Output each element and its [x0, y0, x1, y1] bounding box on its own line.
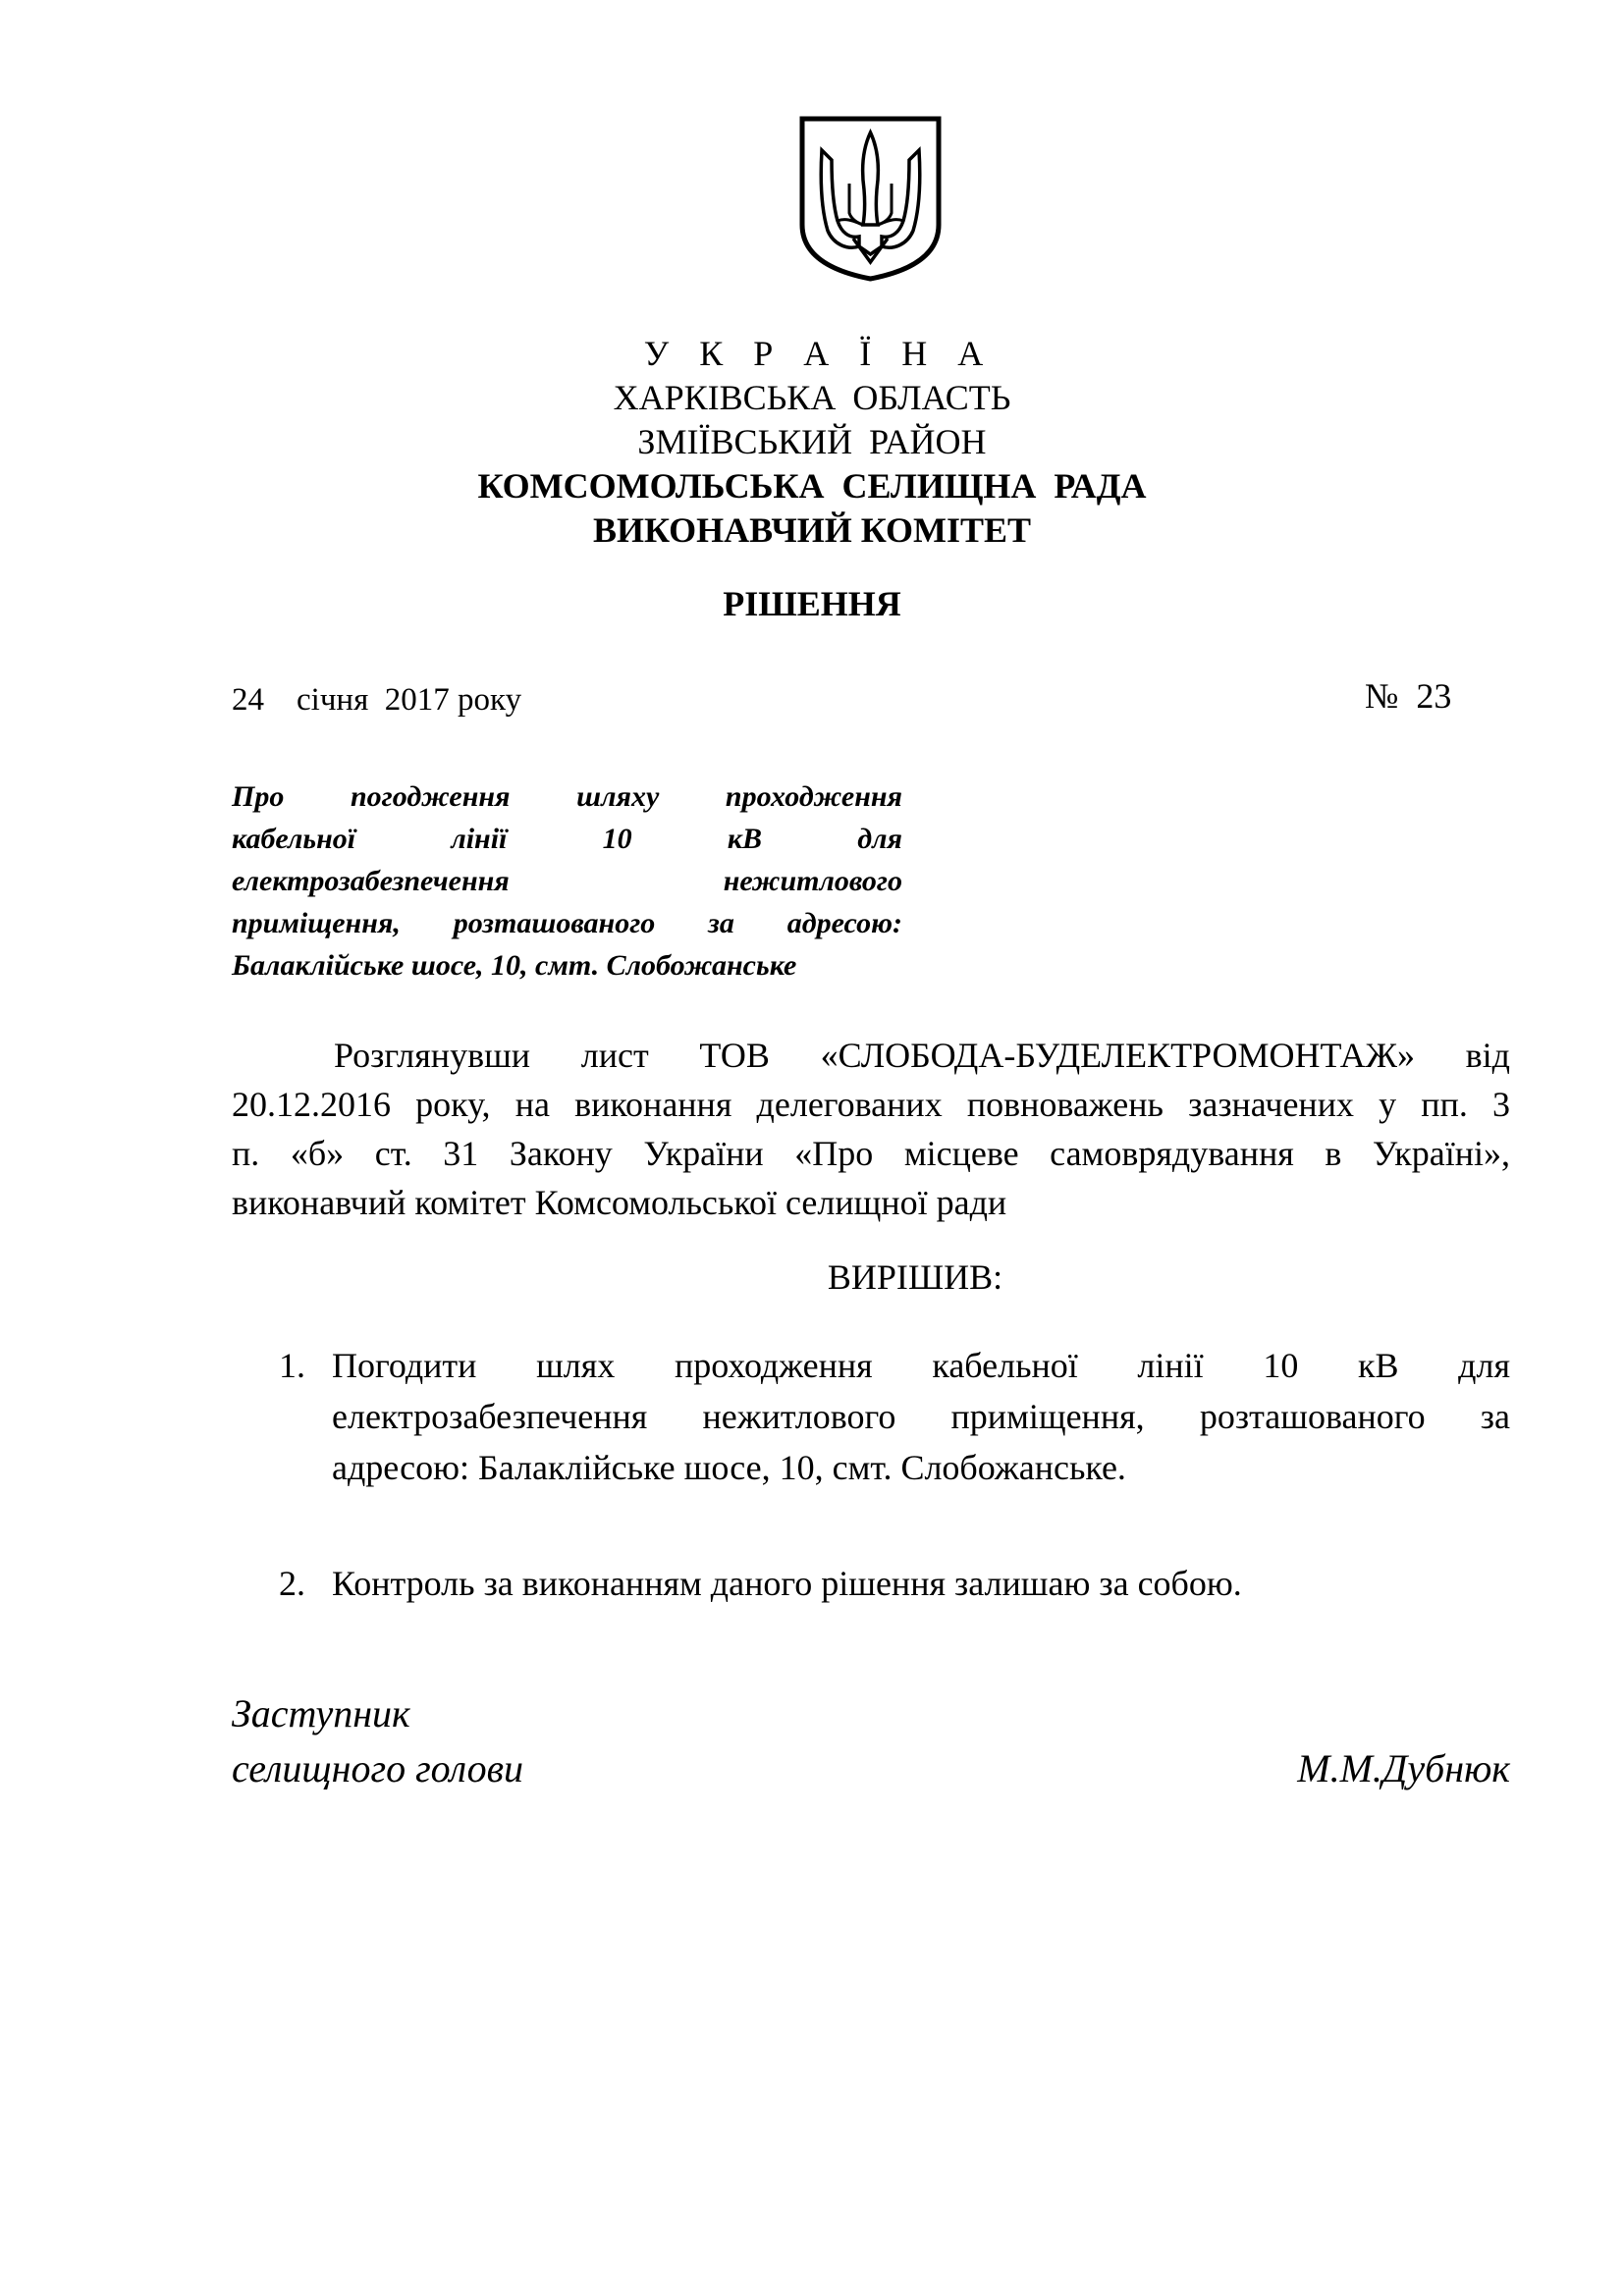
item-line: електрозабезпечення нежитлового приміщення, розташованого за: [332, 1397, 1510, 1436]
trident-emblem-icon: [798, 115, 943, 282]
preamble-paragraph: [232, 1031, 1510, 1227]
header-region: ХАРКІВСЬКА ОБЛАСТЬ: [613, 378, 1011, 417]
preamble-line: п. «б» ст. 31 Закону України «Про місцеве самоврядування в Україні»,: [232, 1134, 1510, 1173]
header-council: КОМСОМОЛЬСЬКА СЕЛИЩНА РАДА: [477, 466, 1147, 506]
document-type: РІШЕННЯ: [723, 584, 901, 623]
decision-subject: [232, 775, 902, 987]
subject-line: електрозабезпечення нежитлового: [232, 865, 902, 897]
item-number: 2.: [279, 1564, 305, 1603]
subject-line: приміщення, розташованого за адресою:: [232, 907, 902, 939]
coat-of-arms-icon: [798, 115, 943, 282]
preamble-line: Розглянувши лист ТОВ «СЛОБОДА-БУДЕЛЕКТРОМОНТАЖ» від: [334, 1036, 1510, 1075]
header-district: ЗМІЇВСЬКИЙ РАЙОН: [637, 422, 987, 461]
preamble-line: виконавчий комітет Комсомольської селищної ради: [232, 1183, 1007, 1222]
signatory-name: М.М.Дубнюк: [1297, 1746, 1510, 1790]
subject-line: Балаклійське шосе, 10, смт. Слобожанське: [232, 949, 797, 982]
item-text: [332, 1558, 1510, 1609]
decision-item: [279, 1558, 1510, 1609]
subject-line: кабельної лінії 10 кВ для: [232, 823, 902, 855]
item-number: 1.: [279, 1346, 305, 1385]
subject-line: Про погодження шляху проходження: [232, 780, 902, 813]
header-country: У К Р А Ї Н А: [643, 334, 995, 373]
decision-item: [279, 1340, 1510, 1497]
signatory-title-line: Заступник: [232, 1691, 410, 1735]
document-date: 24 січня 2017 року: [232, 682, 522, 718]
item-text: [332, 1340, 1510, 1493]
item-line: Контроль за виконанням даного рішення залишаю за собою.: [332, 1564, 1242, 1603]
signatory-title-line: селищного голови: [232, 1746, 523, 1790]
item-line: адресою: Балаклійське шосе, 10, смт. Слобожанське.: [332, 1448, 1126, 1487]
document-number: № 23: [1365, 676, 1452, 716]
preamble-line: 20.12.2016 року, на виконання делегованих повноважень зазначених у пп. 3: [232, 1085, 1510, 1124]
item-line: Погодити шлях проходження кабельної лінії 10 кВ для: [332, 1346, 1510, 1385]
header-committee: ВИКОНАВЧИЙ КОМІТЕТ: [592, 510, 1032, 550]
decided-heading: ВИРІШИВ:: [827, 1257, 1003, 1297]
signatory-title: [232, 1686, 523, 1796]
